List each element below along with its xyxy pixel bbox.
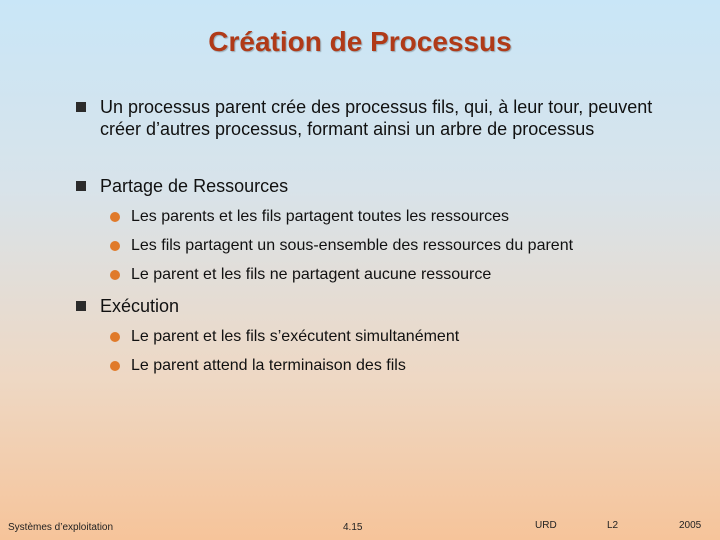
subbullet-share-subset	[110, 236, 670, 256]
footer-course: Systèmes d’exploitation	[8, 522, 114, 533]
circle-bullet-icon	[110, 332, 120, 342]
subbullet-concurrent	[110, 327, 670, 347]
circle-bullet-icon	[110, 212, 120, 222]
subbullet-text: Les fils partagent un sous-ensemble des ressources du parent	[131, 237, 574, 254]
subbullet-text: Le parent attend la terminaison des fils	[131, 357, 406, 374]
circle-bullet-icon	[110, 270, 120, 280]
square-bullet-icon	[76, 181, 86, 191]
bullet-execution	[76, 295, 656, 317]
slide-title: Création de Processus	[208, 26, 512, 57]
bullet-text: Partage de Ressources	[100, 176, 289, 196]
subbullet-text: Les parents et les fils partagent toutes les ressources	[131, 208, 509, 225]
footer-institution: URD	[535, 520, 557, 531]
subbullet-wait	[110, 356, 670, 376]
bullet-text: Un processus parent crée des processus fils, qui, à leur tour, peuvent créer d’autres processus, formant ainsi un arbre de processus	[100, 97, 653, 139]
bullet-resource-sharing	[76, 175, 656, 197]
bullet-process-tree	[76, 96, 656, 140]
square-bullet-icon	[76, 102, 86, 112]
subbullet-text: Le parent et les fils ne partagent aucune ressource	[131, 266, 492, 283]
square-bullet-icon	[76, 301, 86, 311]
subbullet-share-all	[110, 207, 670, 227]
circle-bullet-icon	[110, 241, 120, 251]
footer-level: L2	[607, 520, 619, 531]
footer-year: 2005	[679, 520, 702, 531]
footer-slide-number: 4.15	[343, 522, 363, 533]
subbullet-text: Le parent et les fils s’exécutent simultanément	[131, 328, 460, 345]
circle-bullet-icon	[110, 361, 120, 371]
subbullet-share-none	[110, 265, 670, 285]
bullet-text: Exécution	[100, 296, 180, 316]
